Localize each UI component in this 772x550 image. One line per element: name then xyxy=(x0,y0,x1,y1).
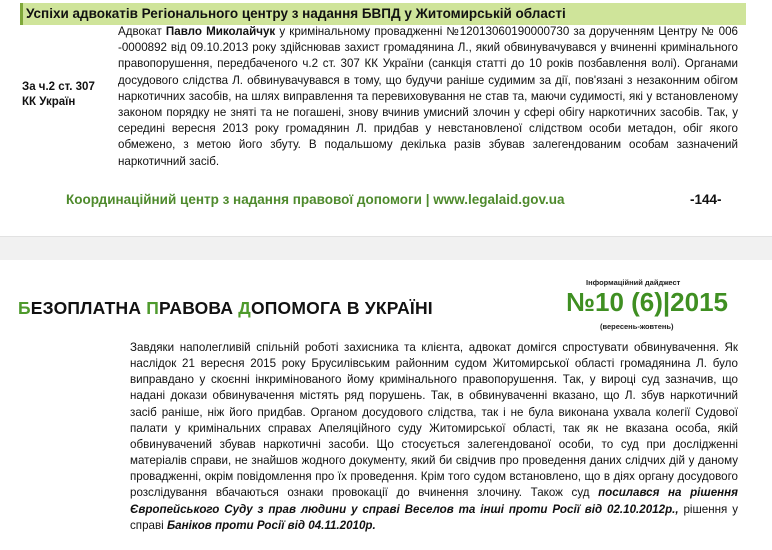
article-label: За ч.2 ст. 307 КК Україн xyxy=(22,81,95,108)
page-top xyxy=(0,0,772,236)
case-text: у кримінальному провадженні №12013060190000730 за дорученням Центру № 006 -0000892 від 09.10.2013 року здійснював захист громадянина Л., який обвинувачувався у вчиненні кримінального правопорушення, передбаченого ч.2 ст. 307 КК України (санкція статті до 10 років позбавлення волі). Органами досудового слідства Л. обвинувачувався в тому, що будучи раніше судимим за дії, пов'язані з незаконним обігом наркотичних засобів, на шлях виправлення та перевиховування не став та, маючи судимості, які у встановленому законом порядку не зняті та не погашені, знову вчинив умисний злочин у сфері обігу наркотичних засобів. Так, у середині вересня 2013 року громадянин Л. придбав у невстановленої слідством особи метадон, обіг якого обмежено, з метою його збуту. В подальшому декілька разів збував залегендованим особам зазначений наркотичний засіб. xyxy=(118,25,739,168)
magazine-title xyxy=(18,298,433,319)
title-part-1: ЕЗОПЛАТНА xyxy=(30,298,147,318)
page-bottom xyxy=(0,260,772,550)
title-part-3: ОПОМОГА В УКРАЇНІ xyxy=(250,298,433,318)
case-intro: Адвокат xyxy=(118,25,166,38)
footer-center: Координаційний центр з надання правової допомоги | www.legalaid.gov.ua xyxy=(66,192,565,207)
issue-number: №10 (6)|2015 xyxy=(566,287,729,317)
body-main: Завдяки наполегливій спільній роботі захисника та клієнта, адвокат домігся спростувати обвинувачення. Як наслідок 21 вересня 2015 року Брусилівським районним судом Житомирської області громадянина Л. було виправдано у скоєнні інкримінованого йому кримінального правопорушення. Так, у вироці суд зазначив, що надані докази обвинувачення містять ряд порушень. Так, в обвинуваченні вказано, що Л. збув наркотичний засіб раніше, ніж його придбав. Органом досудового слідства, так і не була виконана ухвала колегії Судової палати у кримінальних справах Апеляційного суду Житомирської області, так як не вказана особа, якій обвинувачений збував наркотичні засоби. Що стосується залегендованої особи, то суд при дослідженні матеріалів справи, не знайшов жодного документу, який би свідчив про проведення даних слідчих дій у даному провадженні, окрім повідомлення про їх проведення. Крім того судом встановлено, що в діях органу досудового розслідування вбачаються ознаки провокації до вчинення злочину. Також суд xyxy=(130,341,738,500)
issue-label: Інформаційний дайджест xyxy=(586,278,681,287)
title-letter-b: Б xyxy=(18,298,31,318)
title-letter-p: П xyxy=(146,298,160,318)
echr-reference: посилався на рішення Європейського Суду з прав людини у справі Веселов та інші проти Росії від 02.10.2012р., xyxy=(130,486,738,516)
issue-period: (вересень-жовтень) xyxy=(600,322,674,331)
verdict-paragraph xyxy=(130,340,738,534)
page-separator xyxy=(0,236,772,262)
title-letter-d: Д xyxy=(238,298,251,318)
body-mid: рішення у справі xyxy=(130,502,738,532)
title-part-2: РАВОВА xyxy=(159,298,239,318)
section-title: Успіхи адвокатів Регіонального центру з надання БВПД у Житомирській області xyxy=(20,3,746,25)
banikov-reference: Баніков проти Росії від 04.11.2010р. xyxy=(166,518,376,532)
lawyer-name: Павло Миколайчук xyxy=(165,25,276,38)
page-number: -144- xyxy=(690,192,722,207)
page-footer xyxy=(0,190,772,210)
case-paragraph xyxy=(118,24,738,170)
